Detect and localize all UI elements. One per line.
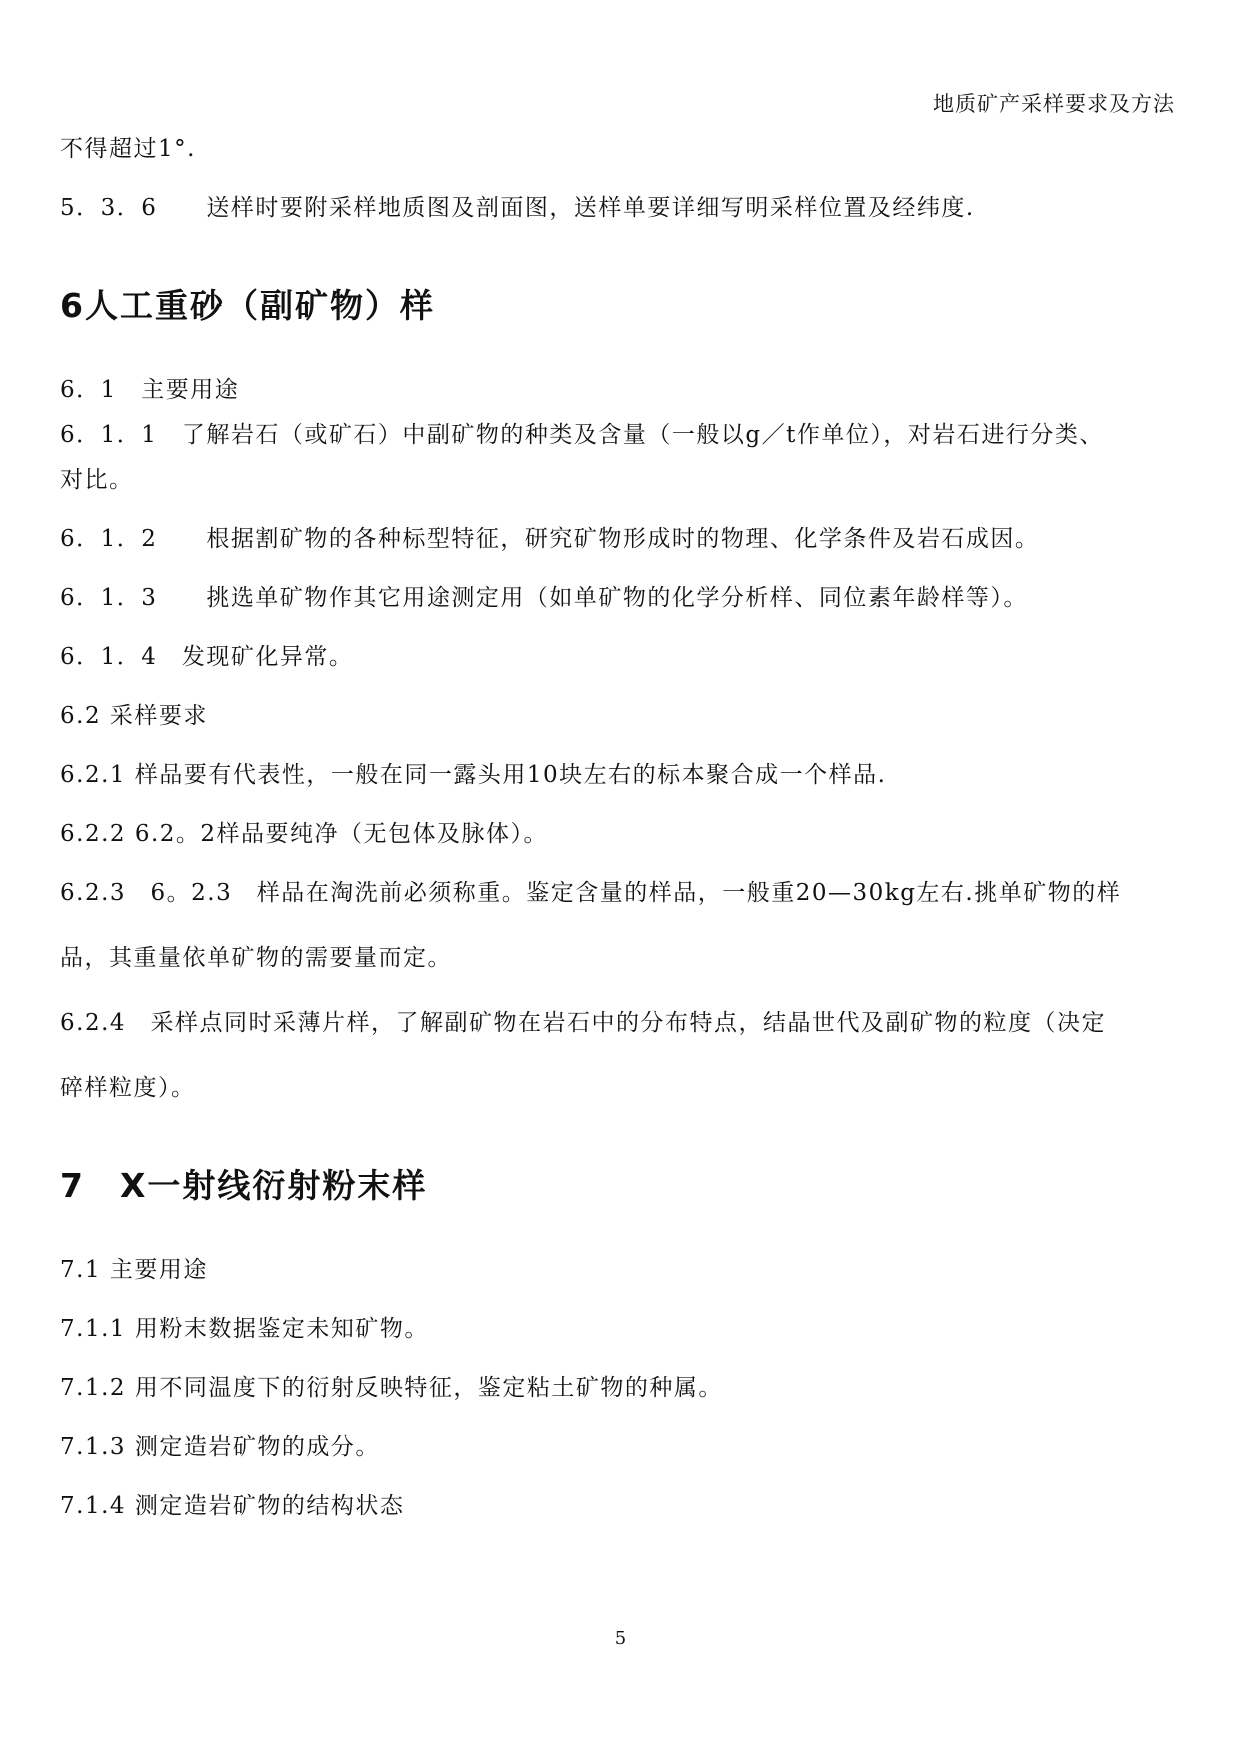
paragraph-5-3-6: 5．3．6 送样时要附采样地质图及剖面图，送样单要详细写明采样位置及经纬度.	[60, 195, 975, 221]
paragraph-7-1: 7.1 主要用途	[60, 1257, 208, 1283]
paragraph-6-2: 6.2 采样要求	[60, 703, 208, 729]
paragraph-6-2-4: 6.2.4 采样点同时采薄片样，了解副矿物在岩石中的分布特点，结晶世代及副矿物的粒度（决定	[60, 1010, 1107, 1036]
paragraph-7-1-3: 7.1.3 测定造岩矿物的成分。	[60, 1434, 380, 1460]
paragraph-7-1-4: 7.1.4 测定造岩矿物的结构状态	[60, 1493, 405, 1519]
paragraph-7-1-2: 7.1.2 用不同温度下的衍射反映特征，鉴定粘土矿物的种属。	[60, 1375, 723, 1401]
paragraph-6-1-2: 6．1．2 根据割矿物的各种标型特征，研究矿物形成时的物理、化学条件及岩石成因。	[60, 526, 1040, 552]
page-number: 5	[614, 1628, 627, 1649]
heading-section-7: 7 X一射线衍射粉末样	[60, 1166, 428, 1205]
paragraph-6-2-3: 6.2.3 6。2.3 样品在淘洗前必须称重。鉴定含量的样品，一般重20—30kg左右.挑单矿物的样	[60, 880, 1122, 906]
paragraph-6-2-2: 6.2.2 6.2。2样品要纯净（无包体及脉体）。	[60, 821, 549, 847]
paragraph-6-2-4-cont: 碎样粒度）。	[60, 1075, 196, 1101]
paragraph-6-2-3-cont: 品，其重量依单矿物的需要量而定。	[60, 945, 452, 971]
paragraph-6-1: 6．1 主要用途	[60, 377, 240, 403]
paragraph-6-2-1: 6.2.1 样品要有代表性，一般在同一露头用10块左右的标本聚合成一个样品.	[60, 762, 887, 788]
paragraph-5-3-5-cont: 不得超过1°.	[60, 136, 196, 162]
page-header-title: 地质矿产采样要求及方法	[933, 92, 1175, 116]
heading-section-6: 6人工重砂（副矿物）样	[60, 286, 435, 325]
paragraph-6-1-3: 6．1．3 挑选单矿物作其它用途测定用（如单矿物的化学分析样、同位素年龄样等）。	[60, 585, 1028, 611]
paragraph-6-1-4: 6．1．4 发现矿化异常。	[60, 644, 354, 670]
paragraph-6-1-1-cont: 对比。	[60, 467, 134, 493]
paragraph-6-1-1: 6．1．1 了解岩石（或矿石）中副矿物的种类及含量（一般以g／t作单位），对岩石进行分类、	[60, 422, 1104, 448]
paragraph-7-1-1: 7.1.1 用粉末数据鉴定未知矿物。	[60, 1316, 429, 1342]
document-body	[60, 130, 1200, 1520]
